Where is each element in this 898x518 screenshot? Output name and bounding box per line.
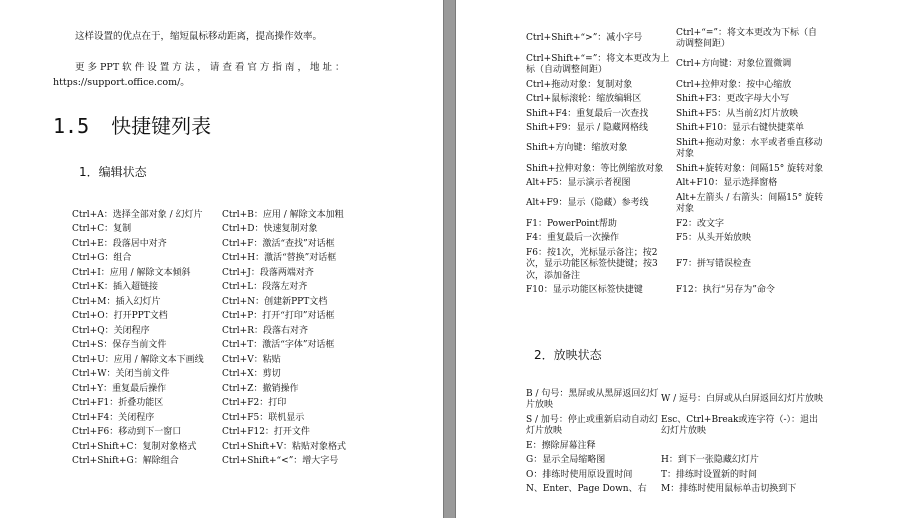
shortcut-cell: Ctrl+D：快速复制对象 — [222, 224, 318, 234]
table-row — [72, 208, 372, 223]
shortcut-cell: Ctrl+F1：折叠功能区 — [72, 398, 164, 408]
table-row — [526, 387, 826, 413]
table-row — [526, 52, 824, 78]
shortcut-cell: Ctrl+A：选择全部对象 / 幻灯片 — [72, 209, 203, 220]
shortcut-cell: Ctrl+T：激活“字体”对话框 — [222, 340, 335, 350]
table-row — [526, 483, 826, 498]
table-row — [72, 382, 372, 397]
shortcut-cell: Shift+旋转对象：间隔15° 旋转对象 — [676, 163, 824, 174]
paragraph-1: 这样设置的优点在于，缩短鼠标移动距离，提高操作效率。 — [75, 31, 323, 42]
shortcut-cell: Ctrl+Shift+“>”：减小字号 — [526, 33, 643, 44]
shortcut-cell: Ctrl+Z：撤销操作 — [222, 383, 299, 394]
shortcut-cell: F5：从头开始放映 — [676, 233, 751, 243]
page-gutter — [443, 0, 456, 518]
table-row — [526, 107, 824, 122]
shortcut-cell: Ctrl+Q：关闭程序 — [72, 325, 150, 336]
table-row — [72, 440, 372, 455]
table-row — [72, 397, 372, 412]
shortcut-cell: Ctrl+R：段落右对齐 — [222, 325, 309, 336]
shortcut-cell: Ctrl+F4：关闭程序 — [72, 412, 155, 423]
table-row — [526, 78, 824, 93]
section-heading — [53, 112, 211, 140]
table-row — [526, 177, 824, 192]
table-row — [72, 411, 372, 426]
shortcut-cell: F12：执行“另存为”命令 — [676, 285, 775, 295]
shortcut-cell: Ctrl+方向键：对象位置微调 — [676, 59, 792, 70]
table-row — [72, 295, 372, 310]
shortcut-cell: F6：按1次，光标显示备注；按2次，显示功能区标签快捷键；按3次，添加备注 — [526, 247, 658, 281]
paragraph-2: 更 多 PPT 软 件 设 置 方 法 ， 请 查 看 官 方 指 南 ， 地 址 ： https://support.office.com/。 — [53, 62, 345, 88]
shortcut-cell: Ctrl+Shift+G：解除组合 — [72, 456, 179, 466]
shortcut-cell: Ctrl+K：插入超链接 — [72, 282, 158, 292]
left-page — [0, 0, 443, 518]
shortcut-cell: Ctrl+E：段落居中对齐 — [72, 238, 167, 249]
shortcut-cell: Ctrl+F6：移动到下一窗口 — [72, 427, 182, 437]
shortcut-cell: Alt+F9：显示（隐藏）参考线 — [526, 198, 649, 209]
shortcut-cell: E：擦除屏幕注释 — [526, 440, 596, 451]
shortcut-cell: Ctrl+Shift+C：复制对象格式 — [72, 441, 197, 452]
shortcut-cell: Ctrl+拖动对象：复制对象 — [526, 79, 633, 90]
shortcut-cell: Ctrl+Shift+“=”：将文本更改为上标（自动调整间距） — [526, 53, 670, 75]
shortcut-cell: F2：改文字 — [676, 218, 724, 229]
shortcut-cell: Ctrl+F2：打印 — [222, 398, 287, 408]
shortcut-cell — [661, 439, 826, 454]
shortcut-cell: Ctrl+S：保存当前文件 — [72, 340, 167, 350]
shortcut-cell: G：显示全局缩略图 — [526, 455, 606, 465]
shortcut-cell: F1：PowerPoint帮助 — [526, 218, 617, 229]
shortcut-cell: Shift+F3：更改字母大小写 — [676, 94, 790, 104]
shortcut-cell: Shift+F5：从当前幻灯片放映 — [676, 108, 799, 119]
shortcut-table-edit — [72, 208, 372, 469]
shortcut-cell: Ctrl+Shift+“<”：增大字号 — [222, 456, 339, 466]
table-row — [72, 310, 372, 325]
shortcut-cell: Ctrl+F5：联机显示 — [222, 412, 305, 423]
table-row — [72, 339, 372, 354]
shortcut-cell: Shift+F10：显示右键快捷菜单 — [676, 123, 805, 133]
shortcut-cell: Ctrl+F12：打开文件 — [222, 427, 310, 437]
shortcut-cell: Ctrl+“=”：将文本更改为下标（自动调整间距） — [676, 27, 817, 49]
table-row — [526, 93, 824, 108]
table-row — [526, 468, 826, 483]
table-row — [72, 266, 372, 281]
shortcut-cell: Shift+拖动对象：水平或者垂直移动对象 — [676, 137, 823, 159]
shortcut-cell: Ctrl+L：段落左对齐 — [222, 282, 308, 292]
table-row — [526, 191, 824, 217]
table-row — [72, 368, 372, 383]
shortcut-cell: F10：显示功能区标签快捷键 — [526, 285, 643, 295]
shortcut-cell: W / 逗号：白屏或从白屏返回幻灯片放映 — [661, 394, 824, 405]
table-row — [72, 353, 372, 368]
table-row — [526, 454, 826, 469]
shortcut-cell: S / 加号：停止或重新启动自动幻灯片放映 — [526, 414, 658, 436]
shortcut-cell: T：排练时设置新的时间 — [661, 469, 758, 480]
shortcut-cell: Ctrl+F：激活“查找”对话框 — [222, 238, 335, 249]
shortcut-cell: B / 句号：黑屏或从黑屏返回幻灯片放映 — [526, 388, 659, 410]
shortcut-cell: Shift+方向键：缩放对象 — [526, 143, 628, 154]
table-row — [526, 232, 824, 247]
table-row — [72, 252, 372, 267]
shortcut-cell: Esc、Ctrl+Break或连字符（-）：退出幻灯片放映 — [661, 414, 819, 436]
table-row — [72, 281, 372, 296]
table-row — [526, 122, 824, 137]
table-row — [72, 237, 372, 252]
table-row — [72, 455, 372, 470]
section-number: 1.5 — [53, 114, 90, 138]
right-page — [456, 0, 898, 518]
table-row — [72, 223, 372, 238]
shortcut-cell: Ctrl+M：插入幻灯片 — [72, 296, 161, 307]
table-row — [526, 413, 826, 439]
shortcut-cell: Ctrl+H：激活“替换”对话框 — [222, 253, 337, 263]
table-row — [526, 284, 824, 299]
shortcut-table-show — [526, 387, 826, 497]
table-row — [72, 324, 372, 339]
shortcut-cell: Ctrl+G：组合 — [72, 253, 132, 263]
shortcut-cell: Ctrl+Shift+V：粘贴对象格式 — [222, 441, 347, 452]
shortcut-cell: Alt+F10：显示选择窗格 — [676, 178, 778, 188]
shortcut-cell: Ctrl+B：应用 / 解除文本加粗 — [222, 209, 344, 220]
shortcut-cell: Ctrl+O：打开PPT文档 — [72, 311, 168, 321]
shortcut-cell: H：到下一张隐藏幻灯片 — [661, 455, 759, 465]
table-row — [526, 136, 824, 162]
shortcut-cell: Ctrl+J：段落两端对齐 — [222, 267, 314, 278]
shortcut-cell: Shift+拉伸对象：等比例缩放对象 — [526, 163, 664, 174]
table-row — [526, 217, 824, 232]
shortcut-cell: Ctrl+P：打开“打印”对话框 — [222, 311, 335, 321]
shortcut-cell: Ctrl+X：剪切 — [222, 369, 281, 379]
table-row — [526, 439, 826, 454]
shortcut-cell: F4：重复最后一次操作 — [526, 233, 619, 243]
shortcut-cell: Shift+F9：显示 / 隐藏网格线 — [526, 123, 649, 133]
table-row — [526, 162, 824, 177]
table-row — [72, 426, 372, 441]
shortcut-cell: Ctrl+W：关闭当前文件 — [72, 369, 170, 379]
shortcut-cell: Alt+F5：显示演示者视图 — [526, 178, 631, 188]
shortcut-cell: Ctrl+U：应用 / 解除文本下画线 — [72, 354, 204, 365]
table-row — [526, 26, 824, 52]
shortcut-table-edit-continued — [526, 26, 824, 298]
section-title: 快捷键列表 — [111, 114, 212, 138]
shortcut-cell: Ctrl+Y：重复最后操作 — [72, 383, 167, 394]
shortcut-cell: Ctrl+V：粘贴 — [222, 354, 281, 365]
shortcut-cell: O：排练时使用原设置时间 — [526, 469, 633, 480]
shortcut-cell: Ctrl+N：创建新PPT文档 — [222, 296, 328, 307]
shortcut-cell: M：排练时使用鼠标单击切换到下 — [661, 484, 797, 494]
shortcut-cell: F7：拼写错误检查 — [676, 259, 751, 269]
shortcut-cell: Ctrl+拉伸对象：按中心缩放 — [676, 79, 792, 90]
shortcut-cell: Ctrl+C：复制 — [72, 224, 132, 234]
shortcut-cell: Ctrl+I：应用 / 解除文本倾斜 — [72, 267, 191, 278]
shortcut-cell: N、Enter、Page Down、右 — [526, 484, 647, 494]
shortcut-cell: Shift+F4：重复最后一次查找 — [526, 108, 649, 119]
subheading-show-state: 2．放映状态 — [534, 348, 602, 362]
shortcut-cell: Ctrl+鼠标滚轮：缩放编辑区 — [526, 94, 642, 104]
shortcut-cell: Alt+左箭头 / 右箭头：间隔15° 旋转对象 — [676, 192, 824, 214]
table-row — [526, 246, 824, 284]
subheading-edit-state: 1．编辑状态 — [79, 165, 147, 179]
